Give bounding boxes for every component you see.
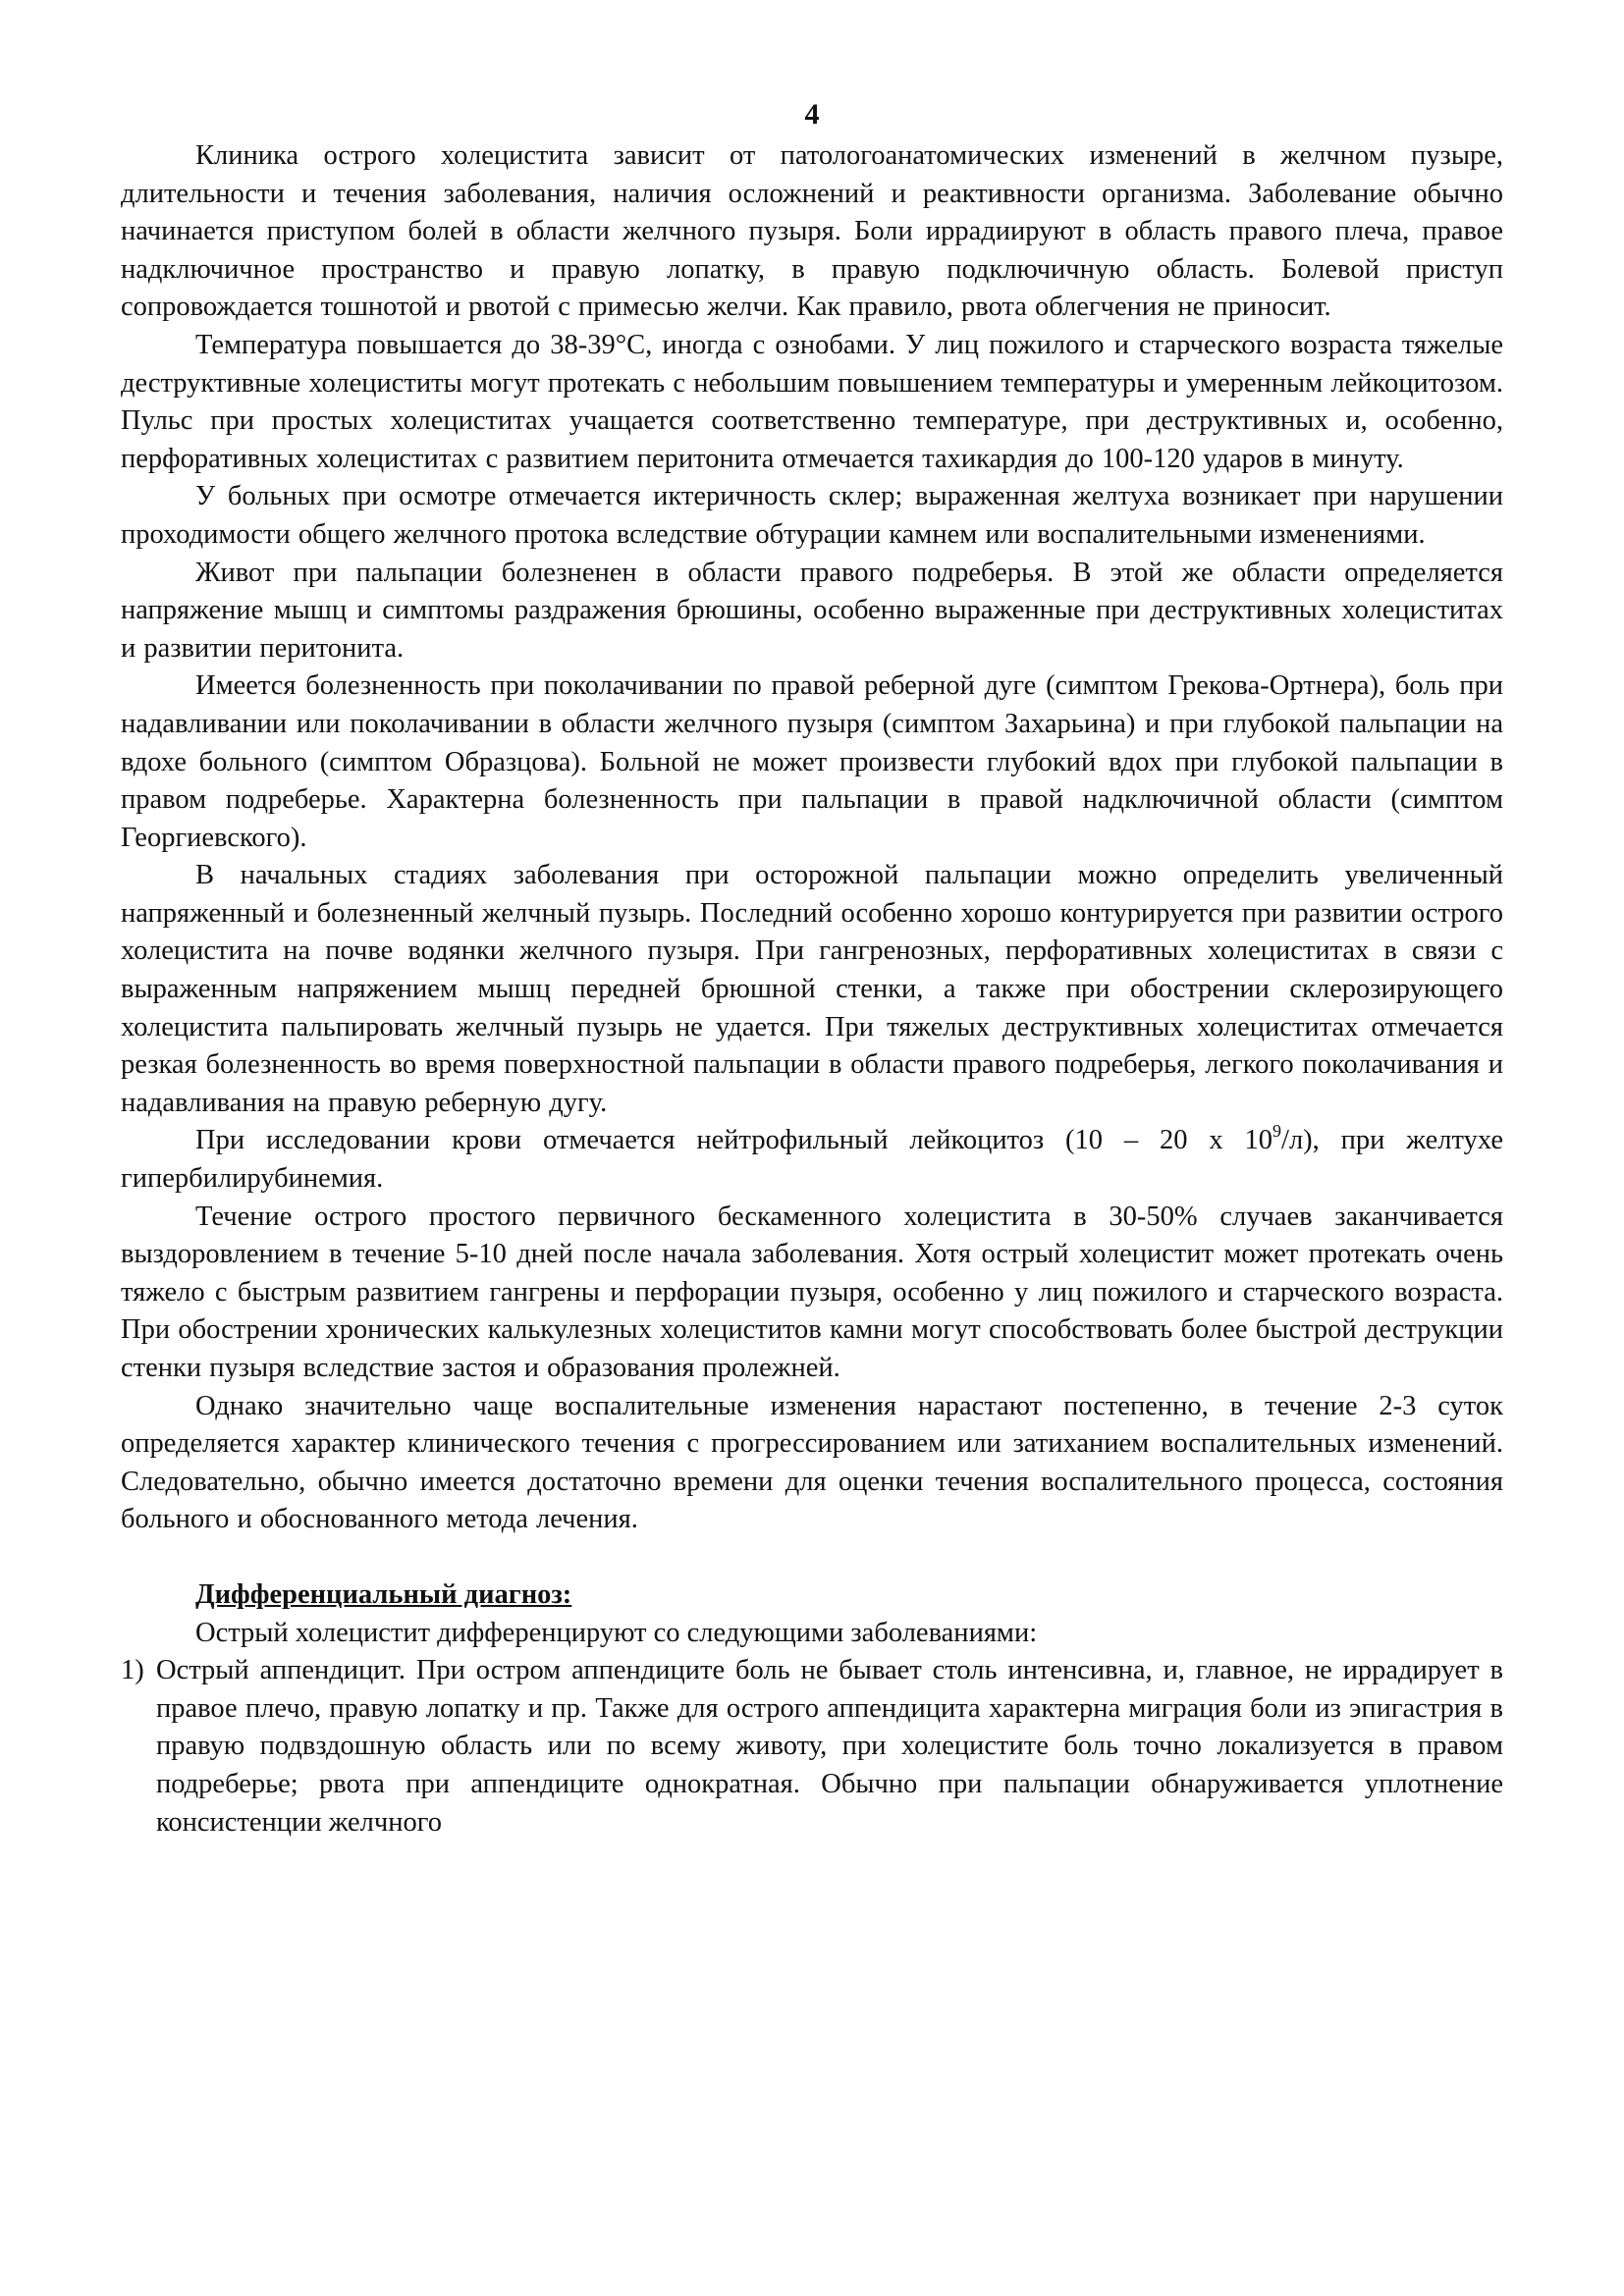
page-number: 4 [804, 98, 820, 131]
paragraph-symptoms: Имеется болезненность при поколачивании по правой реберной дуге (симптом Грекова-Ортнера), боль при надавливании или поколачивании в области желчного пузыря (симптом Захарьина) и при глубокой пальпации на вдохе больного (симптом Образцова). Больной не может произвести глубокий вдох при глубокой пальпации в правом подреберье. Характерна болезненность при пальпации в правой надключичной области (симптом Георгиевского). [121, 670, 1503, 853]
paragraph-course: Течение острого простого первичного бескаменного холецистита в 30-50% случаев заканчивается выздоровлением в течение 5-10 дней после начала заболевания. Хотя острый холецистит может протекать очень тяжело с быстрым развитием гангрены и перфорации пузыря, особенно у лиц пожилого и старческого возраста. При обострении хронических калькулезных холециститов камни могут способствовать более быстрой деструкции стенки пузыря вследствие застоя и образования пролежней. [121, 1201, 1503, 1383]
paragraph-blood [121, 1122, 1503, 1198]
section-intro: Острый холецистит дифференцируют со следующими заболеваниями: [195, 1617, 1038, 1648]
body-text [121, 137, 1503, 1842]
list-item [121, 1652, 1503, 1842]
list-item-number: 1) [121, 1655, 144, 1686]
paragraph-abdomen: Живот при пальпации болезненен в области правого подреберья. В этой же области определяется напряжение мышц и симптомы раздражения брюшины, особенно выраженные при деструктивных холециститах и развитии перитонита. [121, 557, 1503, 664]
paragraph-palpation: В начальных стадиях заболевания при осторожной пальпации можно определить увеличенный напряженный и болезненный желчный пузырь. Последний особенно хорошо контурируется при развитии острого холецистита на почве водянки желчного пузыря. При гангренозных, перфоративных холециститах в связи с выраженным напряжением мышц передней брюшной стенки, а также при обострении склерозирующего холецистита пальпировать желчный пузырь не удается. При тяжелых деструктивных холециститах отмечается резкая болезненность во время поверхностной пальпации в области правого подреберья, легкого поколачивания и надавливания на правую реберную дугу. [121, 860, 1503, 1118]
paragraph-temperature: Температура повышается до 38-39°С, иногда с ознобами. У лиц пожилого и старческого возраста тяжелые деструктивные холециститы могут протекать с небольшим повышением температуры и умеренным лейкоцитозом. Пульс при простых холециститах учащается соответственно температуре, при деструктивных и, особенно, перфоративных холециститах с развитием перитонита отмечается тахикардия до 100-120 ударов в минуту. [121, 329, 1503, 474]
differential-diagnosis-section [121, 1576, 1503, 1842]
paragraph-jaundice: У больных при осмотре отмечается иктеричность склер; выраженная желтуха возникает при нарушении проходимости общего желчного протока вследствие обтурации камнем или воспалительными изменениями. [121, 481, 1503, 550]
blood-text-after: /л), при желтухе гипербилирубинемия. [121, 1125, 1504, 1195]
blood-text-before: При исследовании крови отмечается нейтрофильный лейкоцитоз (10 – 20 х 10 [195, 1125, 1273, 1156]
list-item-text: Острый аппендицит. При остром аппендиците боль не бывает столь интенсивна, и, главное, не иррадирует в правое плечо, правую лопатку и пр. Также для острого аппендицита характерна миграция боли из эпигастрия в правую подвздошную область или по всему животу, при холецистите боль точно локализуется в правом подреберье; рвота при аппендиците однократная. Обычно при пальпации обнаруживается уплотнение консистенции желчного [156, 1655, 1503, 1838]
blood-superscript: 9 [1272, 1120, 1282, 1141]
paragraph-progression: Однако значительно чаще воспалительные изменения нарастают постепенно, в течение 2-3 суток определяется характер клинического течения с прогрессированием или затиханием воспалительных изменений. Следовательно, обычно имеется достаточно времени для оценки течения воспалительного процесса, состояния больного и обоснованного метода лечения. [121, 1390, 1503, 1535]
paragraph-clinic: Клиника острого холецистита зависит от патологоанатомических изменений в желчном пузыре, длительности и течения заболевания, наличия осложнений и реактивности организма. Заболевание обычно начинается приступом болей в области желчного пузыря. Боли иррадиируют в область правого плеча, правое надключичное пространство и правую лопатку, в правую подключичную область. Болевой приступ сопровождается тошнотой и рвотой с примесью желчи. Как правило, рвота облегчения не приносит. [121, 140, 1503, 323]
section-heading: Дифференциальный диагноз: [195, 1578, 572, 1610]
